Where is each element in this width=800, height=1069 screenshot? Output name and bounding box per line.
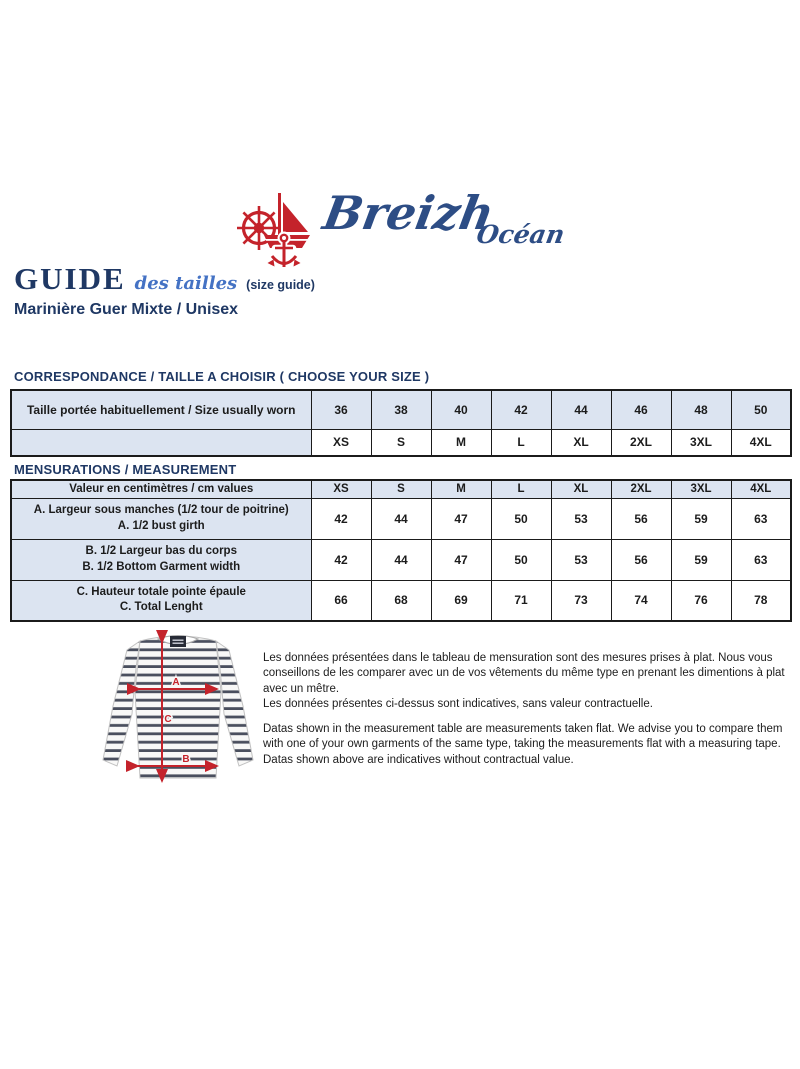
size-code-cell: L — [491, 429, 551, 456]
measure-value-cell: 66 — [311, 580, 371, 621]
table-row — [11, 390, 791, 429]
measure-value-cell: 63 — [731, 498, 791, 539]
note-line: Datas shown in the measurement table are measurements taken flat. We advise you to compare them — [263, 723, 783, 736]
notes-french — [263, 651, 800, 712]
note-line: Les données présentes ci-dessus sont indicatives, sans valeur contractuelle. — [263, 697, 653, 710]
size-worn-cell: 40 — [431, 390, 491, 429]
measure-value-cell: 56 — [611, 498, 671, 539]
size-worn-cell: 36 — [311, 390, 371, 429]
measurements-heading: MENSURATIONS / MEASUREMENT — [14, 462, 237, 477]
table-row — [11, 580, 791, 621]
svg-text:A: A — [172, 677, 180, 688]
column-header-cell: 2XL — [611, 480, 671, 498]
measure-value-cell: 69 — [431, 580, 491, 621]
guide-subtitle: des tailles — [134, 273, 238, 294]
correspondence-table — [10, 389, 792, 457]
neck-label — [170, 636, 186, 647]
measure-label-cell — [11, 539, 311, 580]
measure-value-cell: 56 — [611, 539, 671, 580]
column-header-cell: 3XL — [671, 480, 731, 498]
measure-value-cell: 78 — [731, 580, 791, 621]
column-header-cell: XS — [311, 480, 371, 498]
product-title: Marinière Guer Mixte / Unisex — [14, 301, 239, 318]
measure-value-cell: 59 — [671, 498, 731, 539]
brand-wordmark — [318, 186, 567, 249]
column-header-cell: L — [491, 480, 551, 498]
measure-value-cell: 50 — [491, 498, 551, 539]
measurements-table — [10, 479, 792, 622]
guide-note: (size guide) — [246, 278, 315, 292]
measure-value-cell: 73 — [551, 580, 611, 621]
size-code-cell: M — [431, 429, 491, 456]
svg-text:B: B — [182, 754, 190, 765]
measure-value-cell: 50 — [491, 539, 551, 580]
size-worn-cell: 46 — [611, 390, 671, 429]
note-line: Les données présentées dans le tableau de mensuration sont des mesures prises à plat. Nous vous — [263, 652, 773, 664]
svg-text:C: C — [164, 714, 172, 725]
size-code-cell: 4XL — [731, 429, 791, 456]
measure-value-cell: 59 — [671, 539, 731, 580]
measurement-notes — [263, 651, 800, 768]
measure-value-cell: 71 — [491, 580, 551, 621]
table-row — [11, 498, 791, 539]
measure-label-fr: A. Largeur sous manches (1/2 tour de poitrine) — [33, 503, 289, 516]
size-worn-cell: 38 — [371, 390, 431, 429]
size-code-cell: XL — [551, 429, 611, 456]
measure-label-cell — [11, 580, 311, 621]
table-header-row — [11, 480, 791, 498]
note-line: conseillons de les comparer avec un de vos vêtements du même type en prenant les dimentions à plat — [263, 667, 785, 680]
guide-header — [14, 263, 315, 294]
size-worn-cell: 44 — [551, 390, 611, 429]
note-line: Datas shown above are indicatives without contractual value. — [263, 753, 574, 766]
brand-name-first: Breizh — [318, 186, 498, 240]
measure-label-en: A. 1/2 bust girth — [117, 519, 205, 532]
size-code-cell: 2XL — [611, 429, 671, 456]
measure-label-fr: B. 1/2 Largeur bas du corps — [85, 544, 237, 557]
size-worn-cell: 42 — [491, 390, 551, 429]
row-label-cell: Taille portée habituellement / Size usually worn — [11, 390, 311, 429]
measure-value-cell: 68 — [371, 580, 431, 621]
size-worn-cell: 50 — [731, 390, 791, 429]
brand-name-second: Océan — [474, 220, 567, 249]
measure-value-cell: 74 — [611, 580, 671, 621]
size-code-cell: XS — [311, 429, 371, 456]
note-line: with one of your own garments of the same type, taking the measurements flat with a measuring tape. — [263, 738, 781, 751]
column-header-cell: 4XL — [731, 480, 791, 498]
measure-label-cell — [11, 498, 311, 539]
note-line: avec un mêtre. — [263, 682, 340, 695]
measure-value-cell: 53 — [551, 539, 611, 580]
empty-cell — [11, 429, 311, 456]
guide-title: GUIDE — [14, 261, 126, 296]
measure-label-fr: C. Hauteur totale pointe épaule — [76, 585, 246, 598]
measure-value-cell: 47 — [431, 539, 491, 580]
measure-value-cell: 76 — [671, 580, 731, 621]
garment-measure-diagram — [86, 626, 270, 799]
size-worn-cell: 48 — [671, 390, 731, 429]
size-code-cell: 3XL — [671, 429, 731, 456]
column-header-cell: M — [431, 480, 491, 498]
measure-value-cell: 44 — [371, 539, 431, 580]
measure-value-cell: 63 — [731, 539, 791, 580]
table-row — [11, 429, 791, 456]
measure-label-en: C. Total Lenght — [119, 601, 203, 614]
measure-value-cell: 53 — [551, 498, 611, 539]
size-code-cell: S — [371, 429, 431, 456]
measure-label-en: B. 1/2 Bottom Garment width — [82, 560, 241, 573]
notes-english — [263, 722, 800, 768]
measure-value-cell: 44 — [371, 498, 431, 539]
header-label-cell: Valeur en centimètres / cm values — [11, 480, 311, 498]
measure-value-cell: 42 — [311, 539, 371, 580]
column-header-cell: XL — [551, 480, 611, 498]
column-header-cell: S — [371, 480, 431, 498]
table-row — [11, 539, 791, 580]
measure-value-cell: 47 — [431, 498, 491, 539]
correspondence-heading: CORRESPONDANCE / TAILLE A CHOISIR ( CHOOSE YOUR SIZE ) — [14, 369, 430, 384]
measure-value-cell: 42 — [311, 498, 371, 539]
